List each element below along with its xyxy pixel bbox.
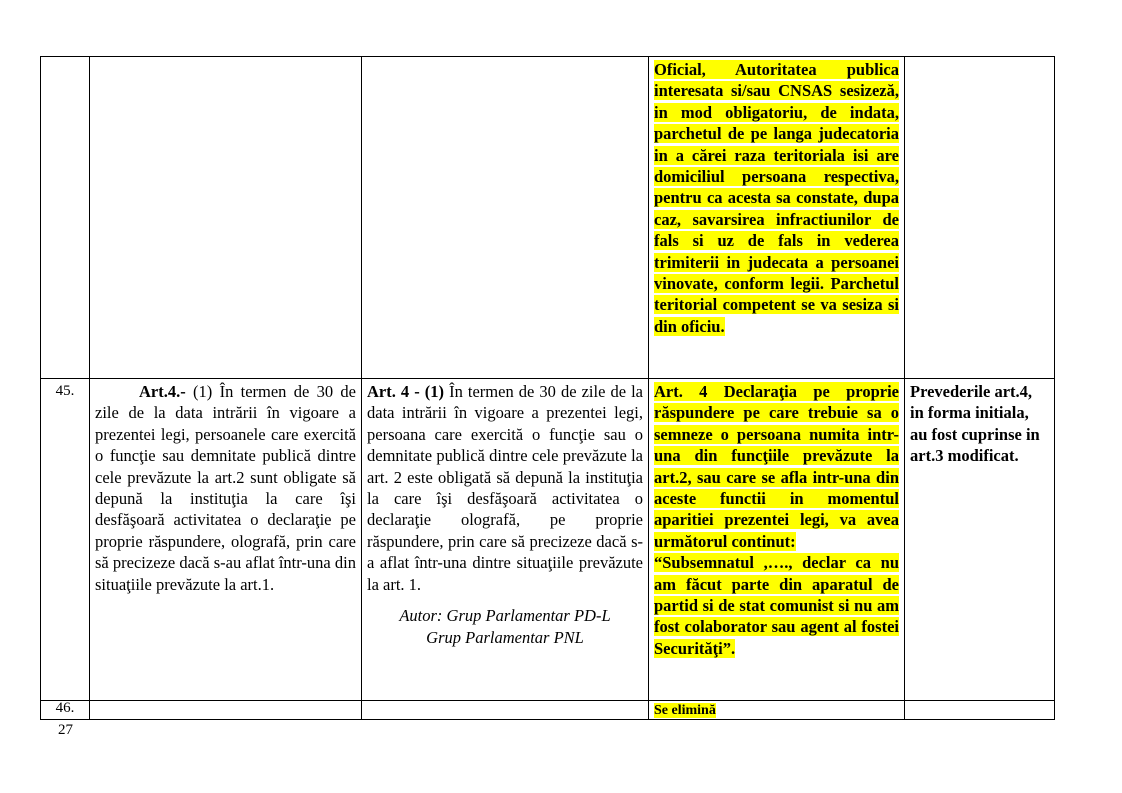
amendment-cell [649, 379, 905, 701]
article-heading: Art. 4 - (1) [367, 382, 445, 401]
initial-text-cell [90, 379, 362, 701]
article-heading: Art.4.- [139, 382, 186, 401]
amendment-text: Art. 4 Declaraţia pe proprie răspundere pe care trebuie sa o semneze o persoana numita intr-una din funcţiile prevăzute la art.2, sau care se afla intr-una din aceste functii in momentul aparitiei prezentei legi, va avea următorul continut: [654, 382, 899, 551]
committee-text-cell [362, 57, 649, 379]
motivation-cell: Prevederile art.4, in forma initiala, au fost cuprinse in art.3 modificat. [905, 379, 1055, 701]
table-row [41, 701, 1055, 720]
amendment-text: Oficial, Autoritatea publica interesata si/sau CNSAS sesizeză, in mod obligatoriu, de indata, parchetul de pe langa judecatoria in a cărei raza teritoriala isi are domiciliul persoana respectiva, pentru ca acesta sa constate, dupa caz, savarsirea infractiunilor de fals si uz de fals in vederea trimiterii in judecata a persoanei vinovate, conform legii. Parchetul teritorial competent se va sesiza si din oficiu. [654, 60, 899, 336]
initial-text-cell [90, 701, 362, 720]
article-text [367, 381, 643, 595]
committee-text-cell [362, 379, 649, 701]
amendment-cell [649, 57, 905, 379]
table-row [41, 379, 1055, 701]
page-number: 27 [58, 722, 73, 738]
amendments-table [40, 56, 1055, 720]
amendment-quote: “Subsemnatul ,…., declar ca nu am făcut parte din aparatul de partid si de stat comunist si nu am fost colaborator sau agent al fostei Securităţi”. [654, 553, 899, 658]
article-body: (1) În termen de 30 de zile de la data intrării în vigoare a prezentei legi, persoanele care exercită o funcţie sau demnitate publică dintre cele prevăzute la art.2 sunt obligate să depună la instituţia la care îşi desfăşoară activitatea o declaraţie pe proprie răspundere, olografă, prin care să precizeze dacă s-au aflat într-una din situaţiile prevăzute la art.1. [95, 382, 356, 594]
motivation-cell [905, 701, 1055, 720]
article-body: În termen de 30 de zile de la data intrării în vigoare a prezentei legi, persoana care exercită o funcţie sau o demnitate publică dintre cele prevăzute la art. 2 este obligată să depună la instituţia la care îşi desfăşoară activitatea o declaraţie olografă, pe proprie răspundere, prin care să precizeze dacă s-a aflat într-una dintre situaţiile prevăzute la art. 1. [367, 382, 644, 594]
row-number [41, 57, 90, 379]
motivation-cell [905, 57, 1055, 379]
initial-text-cell [90, 57, 362, 379]
row-number: 46. [41, 701, 90, 720]
table-row [41, 57, 1055, 379]
author-note [367, 605, 643, 649]
committee-text-cell [362, 701, 649, 720]
author-line-1: Autor: Grup Parlamentar PD-L [399, 606, 611, 626]
amendment-text: Se elimină [654, 703, 716, 718]
amendment-cell [649, 701, 905, 720]
author-line-2: Grup Parlamentar PNL [426, 628, 584, 648]
row-number: 45. [41, 379, 90, 701]
